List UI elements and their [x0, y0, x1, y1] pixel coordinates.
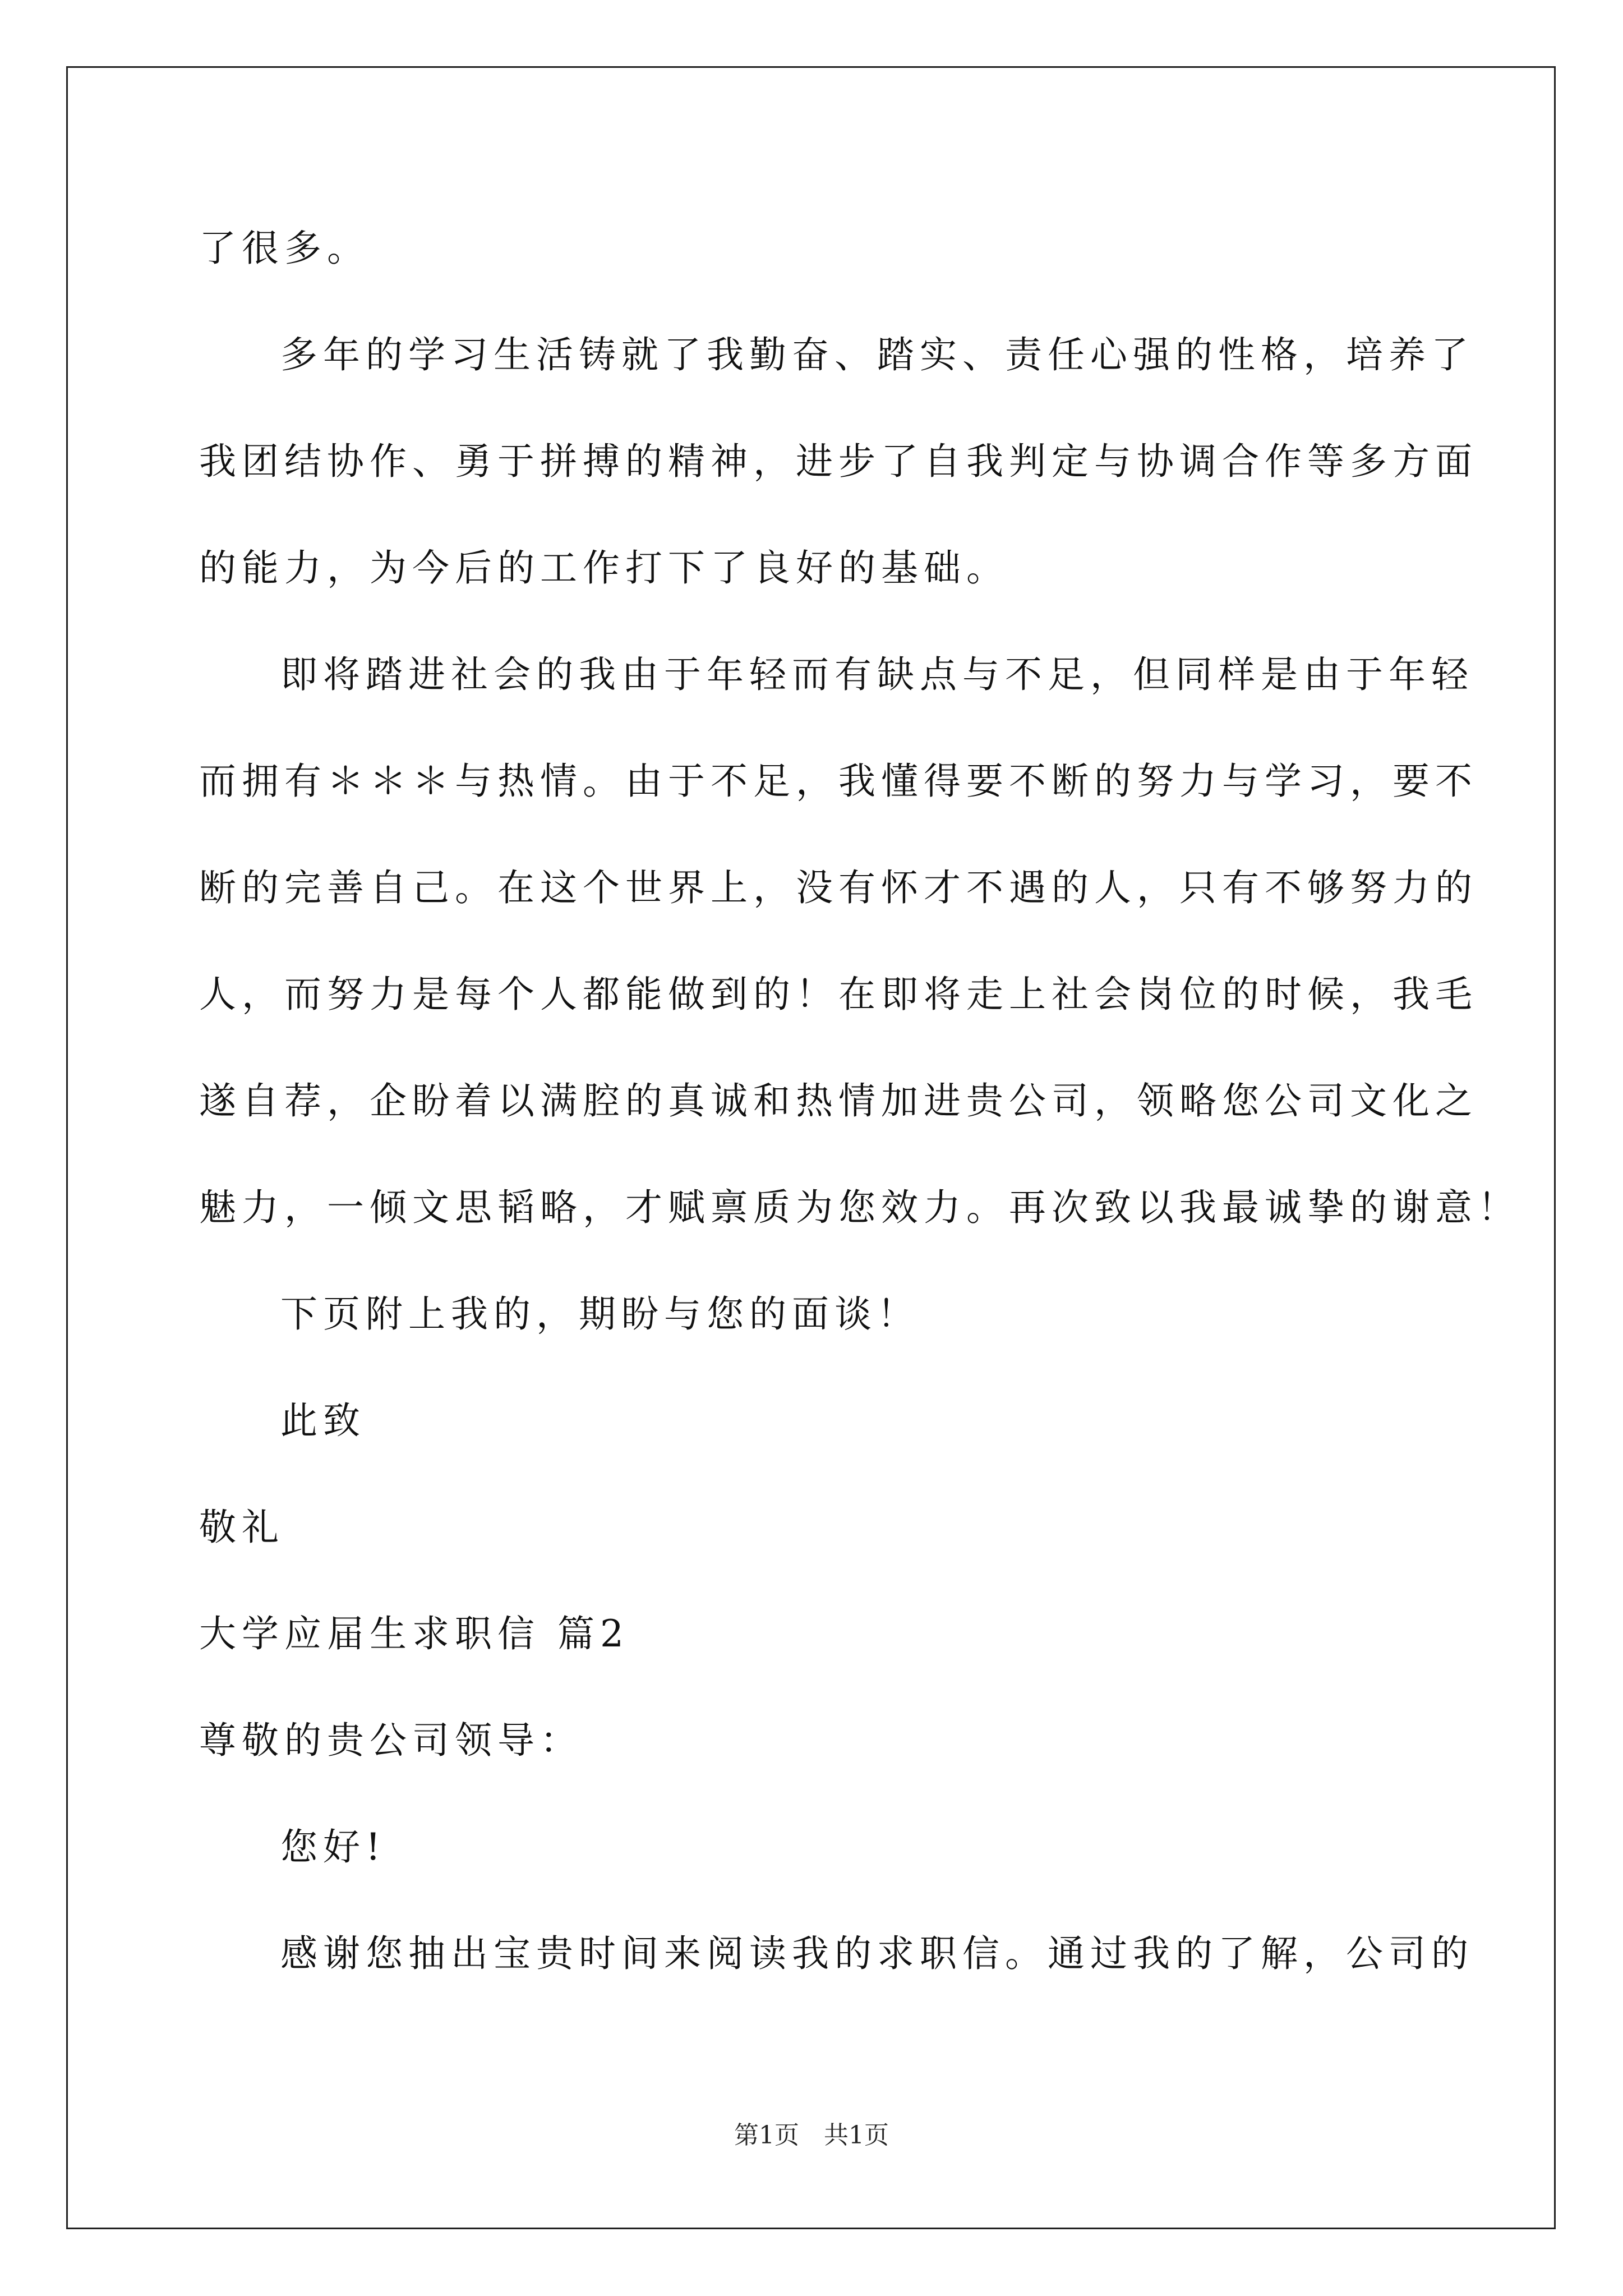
- closing-regards: 敬礼: [199, 1506, 284, 1549]
- paragraph-start: 即将踏进社会的我由于年轻而有缺点与不足，但同样是由于年轻: [280, 653, 1474, 696]
- text-line: 人，而努力是每个人都能做到的！在即将走上社会岗位的时候，我毛: [199, 973, 1478, 1016]
- greeting: 您好!: [280, 1825, 386, 1869]
- paragraph-start: 下页附上我的，期盼与您的面谈！: [280, 1292, 920, 1336]
- page-footer: 第1页 共1页: [734, 2121, 889, 2150]
- closing-salutation: 此致: [280, 1399, 366, 1442]
- paragraph-start: 多年的学习生活铸就了我勤奋、踏实、责任心强的性格，培养了: [280, 333, 1474, 376]
- page-border: [66, 66, 1556, 2229]
- text-line: 了很多。: [199, 227, 370, 270]
- text-line: 遂自荐，企盼着以满腔的真诚和热情加进贵公司，领略您公司文化之: [199, 1079, 1478, 1122]
- letter-addressee: 尊敬的贵公司领导：: [199, 1719, 583, 1762]
- paragraph-start: 感谢您抽出宝贵时间来阅读我的求职信。通过我的了解，公司的: [280, 1932, 1474, 1975]
- section-heading: 大学应届生求职信 篇2: [199, 1612, 629, 1655]
- text-line: 而拥有＊＊＊与热情。由于不足，我懂得要不断的努力与学习，要不: [199, 760, 1478, 803]
- text-line: 断的完善自己。在这个世界上，没有怀才不遇的人，只有不够努力的: [199, 866, 1478, 909]
- text-line: 的能力，为今后的工作打下了良好的基础。: [199, 546, 1009, 590]
- text-line: 魅力，一倾文思韬略，才赋禀质为您效力。再次致以我最诚挚的谢意！: [199, 1186, 1520, 1229]
- text-line: 我团结协作、勇于拼搏的精神，进步了自我判定与协调合作等多方面: [199, 440, 1478, 483]
